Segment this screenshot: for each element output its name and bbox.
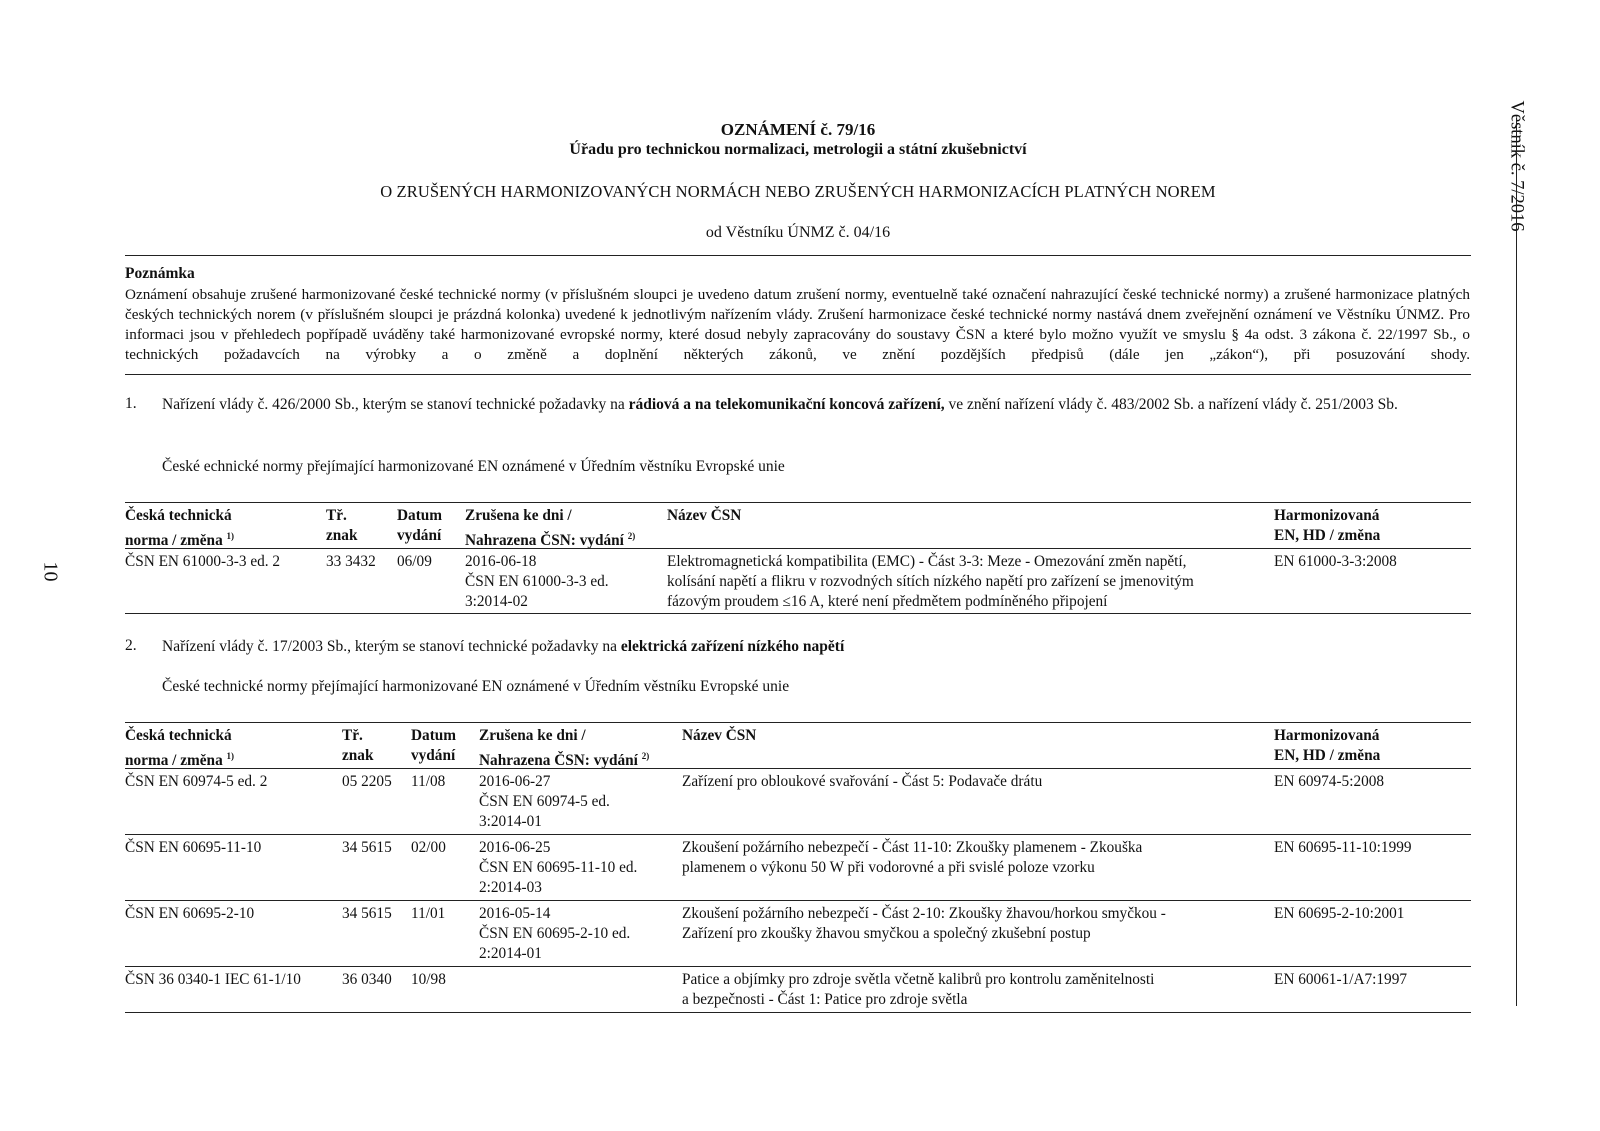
notice-since: od Věstníku ÚNMZ č. 04/16 (705, 224, 891, 241)
cell-issue-date: 10/98 (411, 971, 446, 988)
cell-class-code: 34 5615 (342, 839, 392, 856)
section-regulation (162, 395, 1472, 415)
regulation-text: Nařízení vlády č. 17/2003 Sb., kterým se stanoví technické požadavky na (162, 638, 621, 655)
cell-class-code: 33 3432 (326, 553, 376, 570)
section-regulation (162, 637, 1462, 657)
cell-harmonized: EN 60974-5:2008 (1274, 773, 1385, 790)
cell-class-code: 05 2205 (342, 773, 392, 790)
cell-issue-date: 06/09 (397, 553, 432, 570)
cell-cancelled: 2016-06-27 ČSN EN 60974-5 ed. 3:2014-01 (479, 773, 610, 830)
note-label: Poznámka (125, 265, 195, 282)
row-divider (125, 966, 1471, 967)
table-header-rule (125, 548, 1471, 549)
table-header-rule (125, 768, 1471, 769)
cell-issue-date: 02/00 (411, 839, 446, 856)
header-class-code: Tř. znak (342, 727, 374, 764)
table-caption: České echnické normy přejímající harmonizované EN oznámené v Úředním věstníku Evropské unie (162, 458, 785, 475)
cell-name: Zkoušení požárního nebezpečí - Část 2-10: Zkoušky žhavou/horkou smyčkou - Zařízení pro zkoušky žhavou smyčkou a společný zkušební postup (682, 905, 1166, 942)
header-cancelled: Zrušena ke dni / Nahrazena ČSN: vydání $^{2)}$ (479, 727, 650, 770)
regulation-text: Nařízení vlády č. 426/2000 Sb., kterým se stanoví technické požadavky na (162, 396, 629, 413)
row-divider (125, 834, 1471, 835)
table-bottom-rule (125, 1012, 1471, 1013)
journal-issue-label: Věstník č. 7/2016 (1506, 100, 1527, 232)
cell-cancelled: 2016-05-14 ČSN EN 60695-2-10 ed. 2:2014-01 (479, 905, 631, 962)
note-rule (125, 374, 1471, 375)
notice-title: OZNÁMENÍ č. 79/16 (720, 120, 876, 139)
cell-norm: ČSN 36 0340-1 IEC 61-1/10 (125, 971, 301, 988)
cell-name: Patice a objímky pro zdroje světla včetně kalibrů pro kontrolu zaměnitelnosti a bezpečnosti - Část 1: Patice pro zdroje světla (682, 971, 1155, 1008)
cell-issue-date: 11/01 (411, 905, 446, 922)
cell-harmonized: EN 60695-11-10:1999 (1274, 839, 1412, 856)
notice-issuer: Úřadu pro technickou normalizaci, metrologii a státní zkušebnictví (569, 141, 1027, 158)
cell-harmonized: EN 61000-3-3:2008 (1274, 553, 1397, 570)
header-norm: Česká technická norma / změna $^{1)}$ (125, 507, 235, 550)
section-number: 2. (125, 637, 137, 654)
cell-norm: ČSN EN 61000-3-3 ed. 2 (125, 553, 281, 570)
cell-harmonized: EN 60061-1/A7:1997 (1274, 971, 1407, 988)
cell-class-code: 36 0340 (342, 971, 392, 988)
table-caption: České technické normy přejímající harmonizované EN oznámené v Úředním věstníku Evropské unie (162, 678, 790, 695)
cell-issue-date: 11/08 (411, 773, 446, 790)
header-harmonized: Harmonizovaná EN, HD / změna (1274, 507, 1381, 544)
header-harmonized: Harmonizovaná EN, HD / změna (1274, 727, 1381, 764)
header-issue-date: Datum vydání (397, 507, 443, 544)
cell-cancelled: 2016-06-18 ČSN EN 61000-3-3 ed. 3:2014-02 (465, 553, 609, 610)
cell-norm: ČSN EN 60974-5 ed. 2 (125, 773, 268, 790)
right-margin-rule (1516, 118, 1517, 1006)
table-top-rule (125, 502, 1471, 503)
cell-name: Elektromagnetická kompatibilita (EMC) - Část 3-3: Meze - Omezování změn napětí, kolísání napětí a flikru v rozvodných sítích nízkého napětí pro zařízení se jmenovitým fázovým proudem ≤16 A, které není předmětem podmíněného připojení (667, 553, 1194, 610)
section-number: 1. (125, 395, 137, 412)
header-rule (125, 255, 1471, 256)
header-issue-date: Datum vydání (411, 727, 457, 764)
regulation-text-cont: ve znění nařízení vlády č. 483/2002 Sb. a nařízení vlády č. 251/2003 Sb. (944, 396, 1398, 413)
cell-class-code: 34 5615 (342, 905, 392, 922)
note-text: Oznámení obsahuje zrušené harmonizované české technické normy (v příslušném sloupci je uvedeno datum zrušení normy, eventuelně také označení nahrazující české technické normy) a zrušené harmonizace platných českých technických norem (v příslušném sloupci je prázdná kolonka) uvedené k jednotlivým nařízením vlády. Zrušení harmonizace české technické normy nastává dnem zveřejnění oznámení ve Věstníku ÚNMZ. Pro informaci jsou v přehledech popřípadě uváděny také harmonizované evropské normy, které dosud nebyly zapracovány do soustavy ČSN a které bylo možno využít ve smyslu § 4a odst. 3 zákona č. 22/1997 Sb., o technických požadavcích na výrobky a o změně a doplnění některých zákonů, ve znění pozdějších předpisů (dále jen „zákon“), při posuzování shody. (125, 286, 1470, 363)
cell-cancelled: 2016-06-25 ČSN EN 60695-11-10 ed. 2:2014-03 (479, 839, 638, 896)
cell-norm: ČSN EN 60695-2-10 (125, 905, 255, 922)
header-cancelled: Zrušena ke dni / Nahrazena ČSN: vydání $^{2)}$ (465, 507, 636, 550)
table-bottom-rule (125, 613, 1471, 614)
regulation-subject: elektrická zařízení nízkého napětí (620, 638, 845, 655)
row-divider (125, 900, 1471, 901)
cell-name: Zařízení pro obloukové svařování - Část 5: Podavače drátu (682, 773, 1043, 790)
header-class-code: Tř. znak (326, 507, 358, 544)
page-number: 10 (39, 561, 62, 582)
cell-name: Zkoušení požárního nebezpečí - Část 11-10: Zkoušky plamenem - Zkouška plamenem o výkonu 50 W při vodorovné a při svislé poloze vzorku (682, 839, 1143, 876)
regulation-subject: rádiová a na telekomunikační koncová zařízení, (628, 396, 945, 413)
header-name: Název ČSN (682, 727, 757, 744)
table-top-rule (125, 722, 1471, 723)
cell-norm: ČSN EN 60695-11-10 (125, 839, 262, 856)
header-name: Název ČSN (667, 507, 742, 524)
cell-harmonized: EN 60695-2-10:2001 (1274, 905, 1405, 922)
header-norm: Česká technická norma / změna $^{1)}$ (125, 727, 235, 770)
notice-heading: O ZRUŠENÝCH HARMONIZOVANÝCH NORMÁCH NEBO ZRUŠENÝCH HARMONIZACÍCH PLATNÝCH NOREM (380, 182, 1216, 201)
